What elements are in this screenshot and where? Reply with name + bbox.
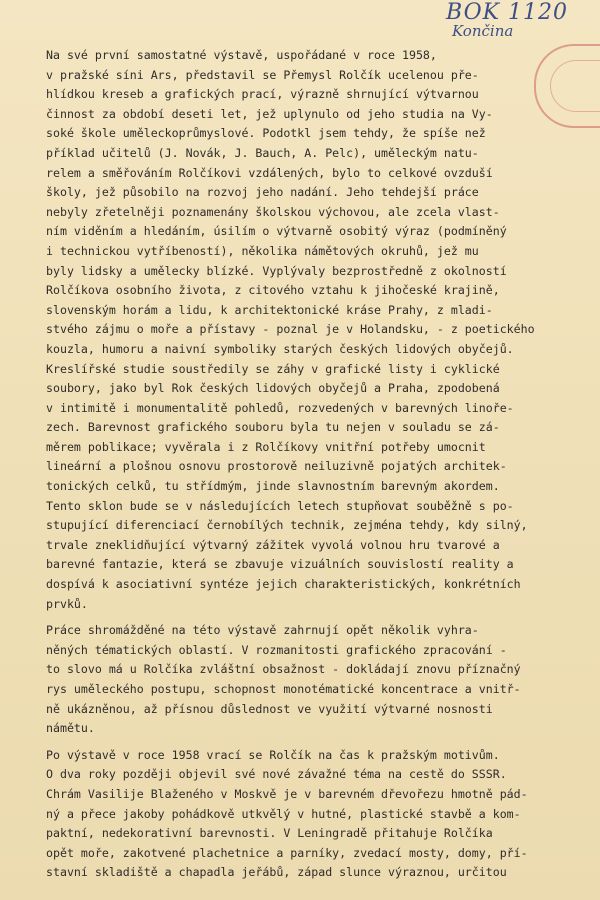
text-line: školy, jež působilo na rozvoj jeho nadání. Jeho tehdejší práce xyxy=(46,185,479,200)
text-line: námětu. xyxy=(46,721,95,736)
text-line: lineární a plošnou osnovu prostorově neiluzivně pojatých architek- xyxy=(46,459,507,474)
text-line: v intimitě i monumentalitě pohledů, rozvedených v barevných linoře- xyxy=(46,400,514,415)
text-line: barevné fantazie, která se zbavuje vizuálních souvislostí reality a xyxy=(46,557,514,572)
archive-name-annotation: Končina xyxy=(452,22,514,40)
text-line: i technickou vytříbeností), několika námětových okruhů, jež mu xyxy=(46,243,479,258)
text-line: opět moře, zakotvené plachetnice a parníky, zvedací mosty, domy, pří- xyxy=(46,845,528,860)
text-line: něných tématických oblastí. V rozmanitosti grafického zpracování - xyxy=(46,642,507,657)
text-line: v pražské síni Ars, představil se Přemysl Rolčík ucelenou pře- xyxy=(46,67,479,82)
text-line: soubory, jako byl Rok českých lidových obyčejů a Praha, zpodobená xyxy=(46,381,500,396)
text-line: ný a přece jakoby pohádkově utkvělý v hutné, plastické stavbě a kom- xyxy=(46,806,521,821)
text-line: dospívá k asociativní syntéze jejich charakteristických, konkrétních xyxy=(46,577,521,592)
text-line: byly lidsky a umělecky blízké. Vyplývaly bezprostředně z okolností xyxy=(46,263,507,278)
text-line: zech. Barevnost grafického souboru byla tu nejen v souladu se zá- xyxy=(46,420,500,435)
text-line: ním viděním a hledáním, úsilím o výtvarně osobitý výraz (podmíněný xyxy=(46,224,507,239)
text-line: Práce shromážděné na této výstavě zahrnují opět několik vyhra- xyxy=(46,623,479,638)
text-line: kouzla, humoru a naivní symboliky starých českých lidových obyčejů. xyxy=(46,341,514,356)
text-line: stavní skladiště a chapadla jeřábů, západ slunce výraznou, určitou xyxy=(46,865,507,880)
text-line: Na své první samostatné výstavě, uspořádané v roce 1958, xyxy=(46,48,437,62)
text-line: hlídkou kreseb a grafických prací, výrazně shrnující výtvarnou xyxy=(46,87,479,102)
text-line: prvků. xyxy=(46,596,88,611)
text-line: stvého zájmu o moře a přístavy - poznal je v Holandsku, - z poetického xyxy=(46,322,535,337)
archive-code-annotation: BOK 1120 xyxy=(446,0,569,25)
text-line: tonických celků, tu střídmým, jinde slavnostním barevným akordem. xyxy=(46,479,500,494)
text-line: Tento sklon bude se v následujících letech stupňovat souběžně s po- xyxy=(46,498,514,513)
text-line: Po výstavě v roce 1958 vrací se Rolčík na čas k pražským motivům. xyxy=(46,747,500,762)
text-line: trvale zneklidňující výtvarný zážitek vyvolá volnou hru tvarové a xyxy=(46,537,500,552)
text-line: Kreslířské studie soustředily se záhy v grafické listy i cyklické xyxy=(46,361,500,376)
text-line: paktní, nedekorativní barevnosti. V Leningradě přitahuje Rolčíka xyxy=(46,826,493,841)
text-line: O dva roky později objevil své nové závažné téma na cestě do SSSR. xyxy=(46,767,507,782)
text-line: Chrám Vasilije Blaženého v Moskvě je v barevném dřevořezu hmotně pád- xyxy=(46,786,528,801)
text-line: měrem poblikace; vyvěrala i z Rolčíkovy vnitřní potřeby umocnit xyxy=(46,439,486,454)
typed-text-body xyxy=(46,46,600,883)
text-line: soké škole uměleckoprůmyslové. Podotkl jsem tehdy, že spíše než xyxy=(46,126,486,141)
text-line: příklad učitelů (J. Novák, J. Bauch, A. Pelc), uměleckým natu- xyxy=(46,145,479,160)
text-line: rys uměleckého postupu, schopnost monotématické koncentrace a vnitř- xyxy=(46,682,521,696)
text-line: nebyly zřetelněji poznamenány školskou výchovou, ale zcela vlast- xyxy=(46,204,500,219)
text-line: činnost za období deseti let, jež uplynulo od jeho studia na Vy- xyxy=(46,106,493,121)
paragraph xyxy=(46,746,600,883)
text-line: ně ukázněnou, až přísnou důslednost ve využití výtvarné nosnosti xyxy=(46,701,493,716)
text-line: stupující diferenciací černobílých technik, zejména tehdy, kdy silný, xyxy=(46,518,528,533)
text-line: to slovo má u Rolčíka zvláštní obsažnost - dokládají znovu příznačný xyxy=(46,662,521,677)
text-line: relem a směřováním Rolčíkovi vzdálených, bylo to celkové ovzduší xyxy=(46,165,493,180)
text-line: slovenským horám a lidu, k architektonické kráse Prahy, z mladi- xyxy=(46,302,493,317)
text-line: Rolčíkova osobního života, z citového vztahu k jihočeské krajině, xyxy=(46,283,500,298)
paragraph xyxy=(46,46,600,614)
paragraph xyxy=(46,621,600,739)
